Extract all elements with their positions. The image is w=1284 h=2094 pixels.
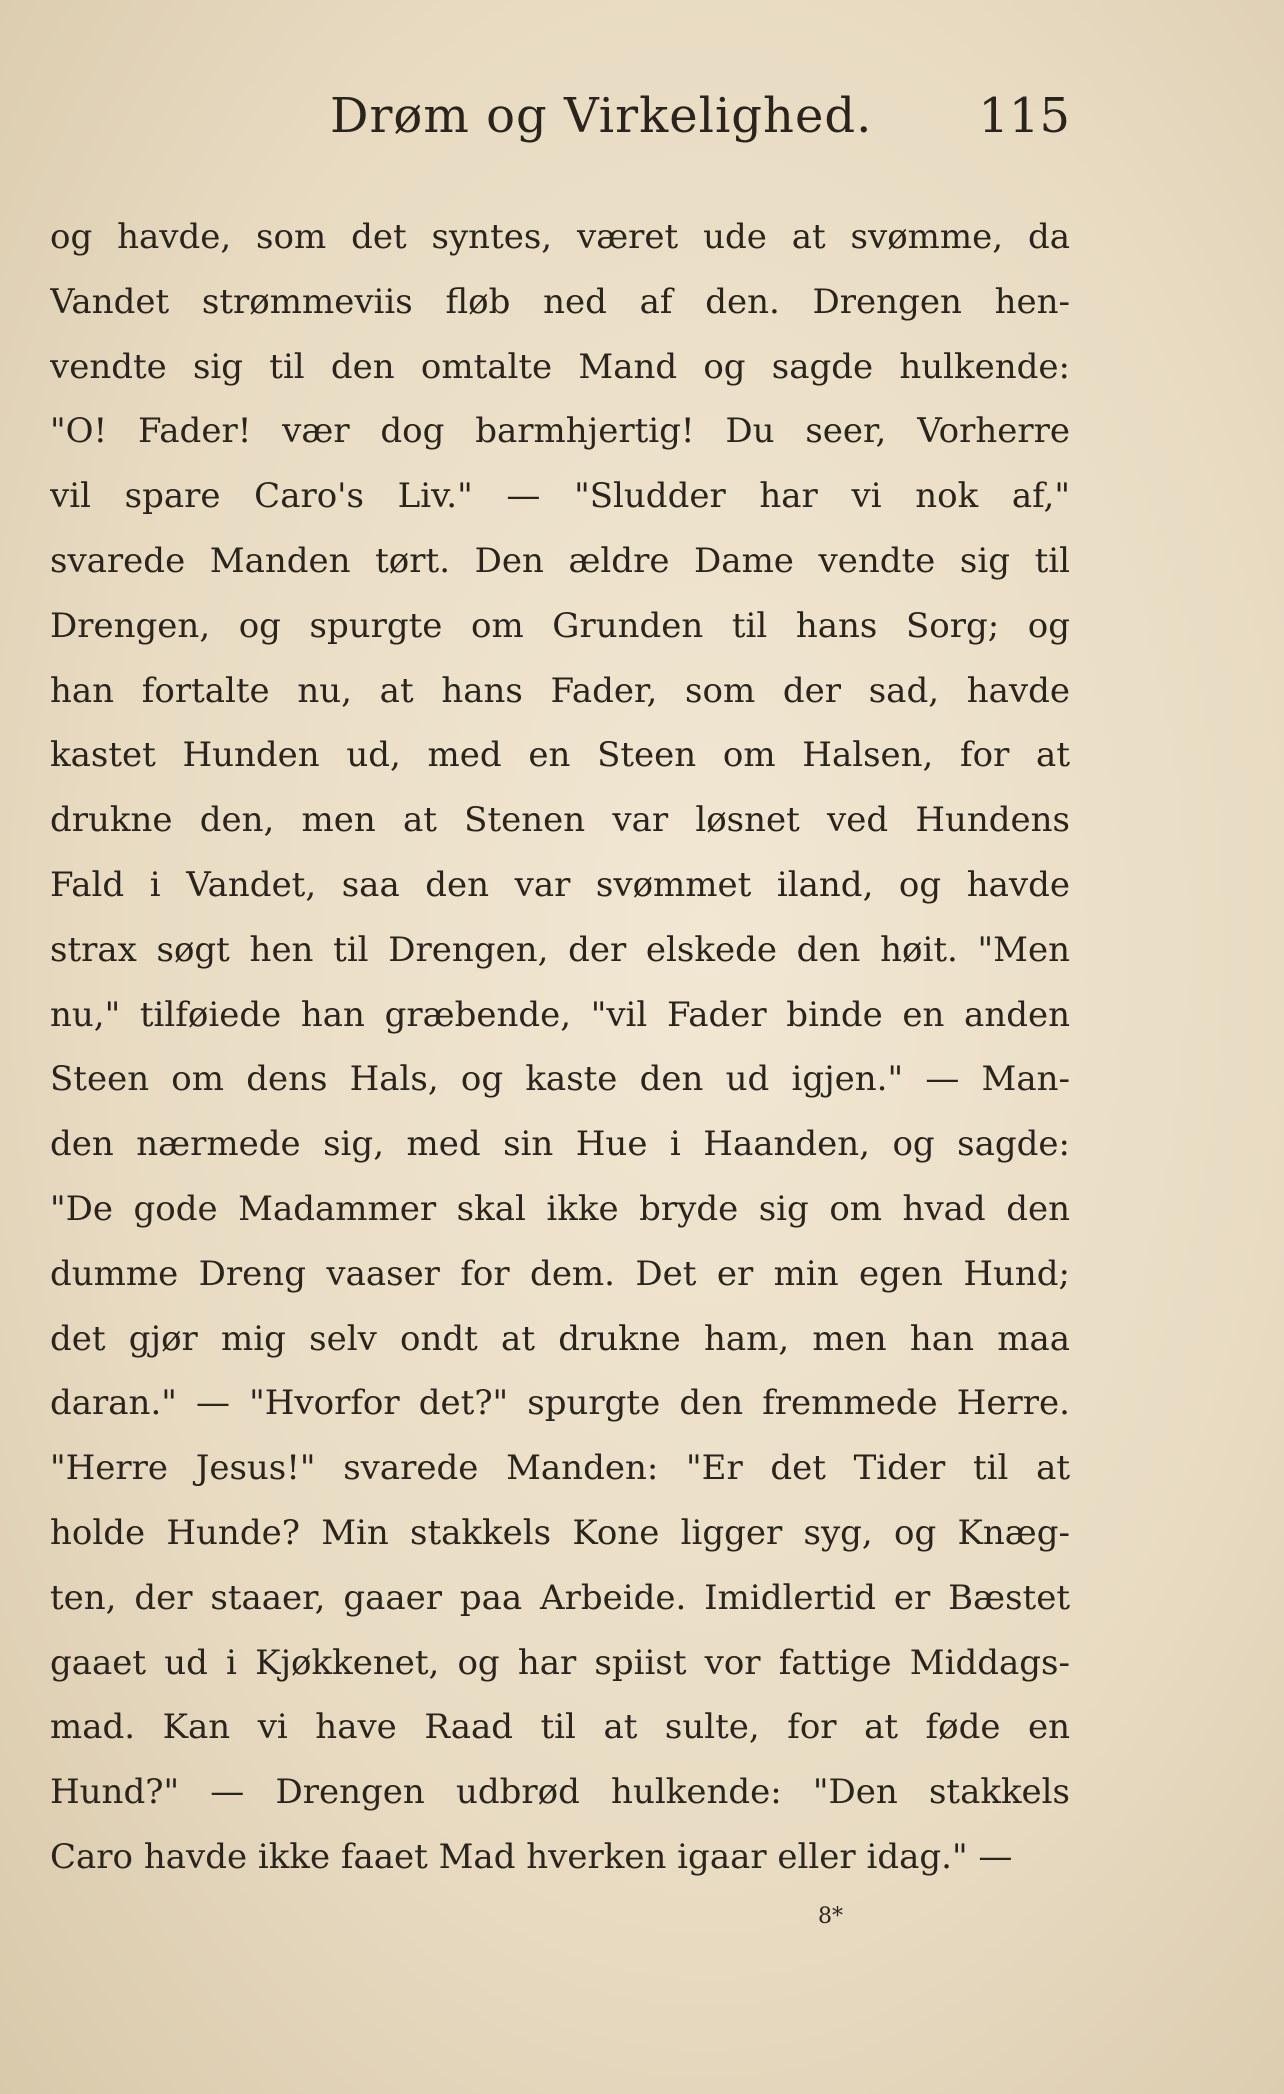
text-line: ten, der staaer, gaaer paa Arbeide. Imidlertid er Bæstet (50, 1577, 1070, 1618)
text-line: kastet Hunden ud, med en Steen om Halsen, for at (50, 735, 1070, 776)
text-line: drukne den, men at Stenen var løsnet ved Hundens (50, 800, 1070, 841)
text-line: "Herre Jesus!" svarede Manden: "Er det Tider til at (50, 1448, 1070, 1489)
page-header (50, 88, 1070, 158)
signature-mark: 8* (818, 1904, 843, 1929)
text-line: daran." — "Hvorfor det?" spurgte den fremmede Herre. (50, 1383, 1070, 1424)
text-line: strax søgt hen til Drengen, der elskede den høit. "Men (50, 929, 1070, 970)
running-title: Drøm og Virkelighed. (330, 88, 873, 144)
text-line: Vandet strømmeviis fløb ned af den. Drengen hen- (50, 281, 1070, 322)
text-line: Caro havde ikke faaet Mad hverken igaar eller idag." — (50, 1836, 1013, 1877)
text-line: og havde, som det syntes, været ude at svømme, da (50, 217, 1070, 257)
text-line: Fald i Vandet, saa den var svømmet iland, og havde (50, 864, 1070, 905)
text-line: vil spare Caro's Liv." — "Sludder har vi nok af," (50, 476, 1070, 517)
text-line: Drengen, og spurgte om Grunden til hans Sorg; og (50, 605, 1070, 646)
text-line: han fortalte nu, at hans Fader, som der sad, havde (50, 670, 1070, 711)
text-line: vendte sig til den omtalte Mand og sagde hulkende: (50, 346, 1070, 387)
text-line: mad. Kan vi have Raad til at sulte, for at føde en (50, 1707, 1070, 1748)
text-line: gaaet ud i Kjøkkenet, og har spiist vor fattige Middags- (50, 1642, 1070, 1683)
text-line: nu," tilføiede han græbende, "vil Fader binde en anden (50, 994, 1070, 1035)
text-line: holde Hunde? Min stakkels Kone ligger syg, og Knæg- (50, 1512, 1070, 1553)
text-line: "De gode Madammer skal ikke bryde sig om hvad den (50, 1188, 1070, 1229)
text-line: Hund?" — Drengen udbrød hulkende: "Den stakkels (50, 1772, 1070, 1813)
body-text (50, 205, 1070, 1890)
text-line: dumme Dreng vaaser for dem. Det er min egen Hund; (50, 1253, 1070, 1294)
text-line: Steen om dens Hals, og kaste den ud igjen." — Man- (50, 1059, 1070, 1100)
page-number: 115 (978, 88, 1070, 144)
text-line: "O! Fader! vær dog barmhjertig! Du seer, Vorherre (50, 411, 1070, 452)
text-line: det gjør mig selv ondt at drukne ham, men han maa (50, 1318, 1070, 1359)
text-line: den nærmede sig, med sin Hue i Haanden, og sagde: (50, 1124, 1070, 1165)
text-line: svarede Manden tørt. Den ældre Dame vendte sig til (50, 540, 1070, 581)
